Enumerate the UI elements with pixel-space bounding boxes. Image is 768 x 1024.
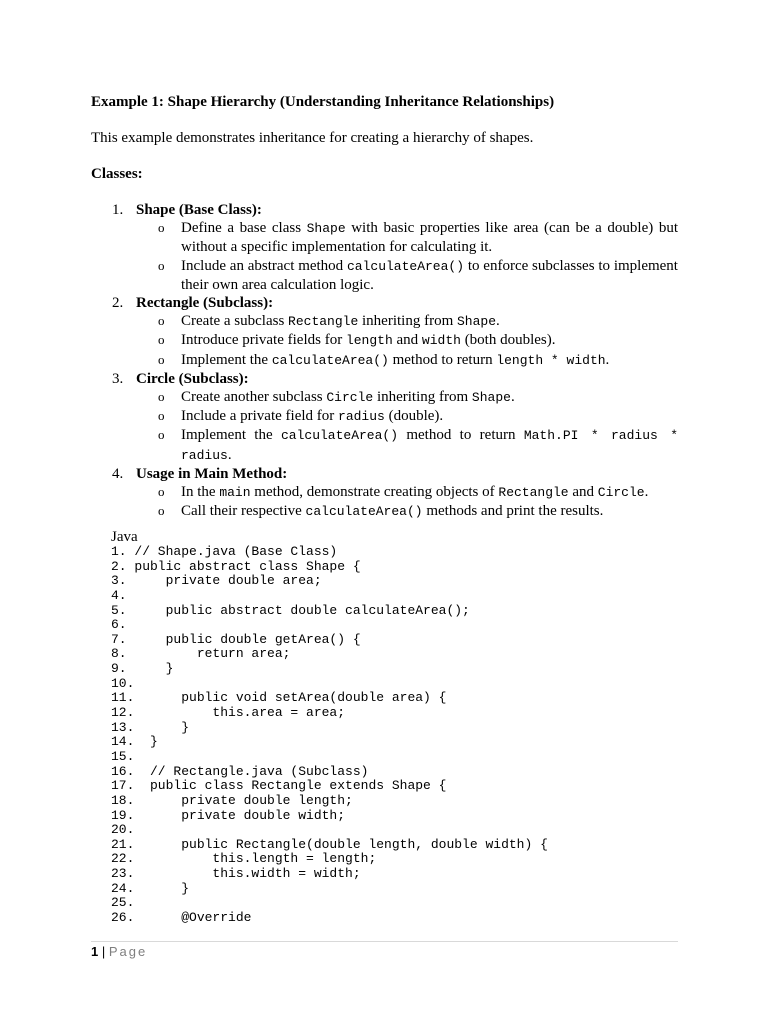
sub-bullet-text: inheriting from xyxy=(358,313,457,330)
bullet-icon: o xyxy=(158,503,165,519)
inline-code: Math.PI * radius * radius xyxy=(181,428,678,463)
sub-bullet-text: Include an abstract method xyxy=(181,257,347,274)
code-line: 15. xyxy=(111,748,135,764)
list-item-number: 2. xyxy=(112,295,124,312)
inline-code: length * width xyxy=(496,352,606,368)
example-heading: Example 1: Shape Hierarchy (Understanding Inheritance Relationships) xyxy=(91,94,555,110)
code-line: 21. public Rectangle(double length, double width) { xyxy=(111,836,548,852)
inline-code: Shape xyxy=(306,221,346,237)
sub-bullet-text: In the xyxy=(181,484,220,501)
list-item-number: 3. xyxy=(112,370,124,387)
page-number: 1 xyxy=(91,944,99,959)
code-line: 6. xyxy=(111,617,127,633)
sub-bullet-text: with basic properties like area (can be a double) but without a specific implementation for calculating it. xyxy=(181,220,678,256)
page-separator: | xyxy=(98,944,109,959)
inline-code: width xyxy=(421,333,461,349)
sub-bullet-item xyxy=(158,312,678,331)
sub-bullet-item xyxy=(158,331,678,350)
sub-bullet-item xyxy=(158,426,678,464)
sub-bullet-text: . xyxy=(605,351,610,368)
sub-bullet-text: . xyxy=(644,484,649,501)
bullet-icon: o xyxy=(158,408,165,424)
sub-bullet-text: method, demonstrate creating objects of xyxy=(250,484,499,501)
code-line: 16. // Rectangle.java (Subclass) xyxy=(111,763,369,779)
code-line: 20. xyxy=(111,822,135,838)
list-item-title: Shape (Base Class): xyxy=(136,202,262,218)
sub-bullet-text: and xyxy=(392,332,422,349)
sub-bullet-item xyxy=(158,257,678,294)
code-line: 18. private double length; xyxy=(111,792,353,808)
sub-bullet-text: and xyxy=(568,484,598,501)
list-item-number: 4. xyxy=(112,465,124,482)
inline-code: Circle xyxy=(326,390,374,406)
code-line: 9. } xyxy=(111,661,174,677)
code-line: 2. public abstract class Shape { xyxy=(111,558,361,574)
code-line: 19. private double width; xyxy=(111,807,346,823)
sub-bullet-item xyxy=(158,407,678,426)
sub-bullet-text: Create a subclass xyxy=(181,313,289,330)
inline-code: Rectangle xyxy=(288,314,359,330)
code-line: 4. xyxy=(111,587,127,603)
inline-code: radius xyxy=(338,409,385,425)
inline-code: Shape xyxy=(471,390,511,406)
list-item-title: Rectangle (Subclass): xyxy=(136,295,274,312)
code-block xyxy=(111,545,548,926)
class-list xyxy=(91,201,678,521)
bullet-icon: o xyxy=(158,351,165,367)
sub-bullet-item xyxy=(158,483,678,502)
sub-bullet-text: method to return xyxy=(388,351,497,368)
page-word: Page xyxy=(108,944,148,959)
sub-bullet-text: (both doubles). xyxy=(460,332,556,349)
sub-bullet-item xyxy=(158,351,678,370)
code-line: 1. // Shape.java (Base Class) xyxy=(111,544,338,559)
sub-bullet-text: . xyxy=(496,313,500,330)
sub-bullet-text: method to return xyxy=(398,427,524,444)
list-item xyxy=(91,201,678,294)
page-footer xyxy=(91,944,147,960)
sub-bullet-text: Create another subclass xyxy=(181,389,327,406)
list-item-title: Circle (Subclass): xyxy=(136,370,249,387)
sub-bullet-item xyxy=(158,219,678,256)
code-line: 7. public double getArea() { xyxy=(111,631,361,647)
sub-bullet-text: (double). xyxy=(384,408,444,425)
code-line: 25. xyxy=(111,895,135,911)
sub-bullet-text: Introduce private fields for xyxy=(181,332,346,349)
sub-bullet-text: Implement the xyxy=(181,351,272,368)
sub-bullet-item xyxy=(158,502,678,521)
code-language-label: Java xyxy=(111,529,138,545)
inline-code: calculateArea() xyxy=(280,428,399,444)
code-line: 13. } xyxy=(111,719,190,735)
code-line: 5. public abstract double calculateArea(); xyxy=(111,602,470,618)
sub-bullet-text: to enforce subclasses to implement their own area calculation logic. xyxy=(181,257,678,293)
bullet-icon: o xyxy=(158,427,165,443)
footer-divider xyxy=(91,941,678,942)
list-item-title: Usage in Main Method: xyxy=(136,465,288,482)
sub-bullet-text: . xyxy=(227,446,232,463)
code-line: 22. this.length = length; xyxy=(111,851,377,867)
bullet-icon: o xyxy=(158,389,165,405)
bullet-icon: o xyxy=(158,220,165,236)
sub-bullet-text: inheriting from xyxy=(373,389,472,406)
bullet-icon: o xyxy=(158,332,165,348)
sub-bullet-text: methods and print the results. xyxy=(422,503,604,520)
inline-code: Rectangle xyxy=(498,485,569,501)
code-line: 12. this.area = area; xyxy=(111,705,346,721)
inline-code: Circle xyxy=(597,485,645,501)
list-item xyxy=(91,370,678,465)
code-line: 24. } xyxy=(111,880,190,896)
code-line: 3. private double area; xyxy=(111,573,322,589)
inline-code: length xyxy=(345,333,393,349)
list-item-number: 1. xyxy=(112,202,124,218)
intro-paragraph: This example demonstrates inheritance for creating a hierarchy of shapes. xyxy=(91,130,534,146)
inline-code: Shape xyxy=(457,314,497,330)
code-line: 23. this.width = width; xyxy=(111,866,361,882)
classes-label: Classes: xyxy=(91,166,143,182)
sub-bullet-text: . xyxy=(510,389,515,406)
code-line: 8. return area; xyxy=(111,646,291,662)
list-item xyxy=(91,465,678,522)
bullet-icon: o xyxy=(158,484,165,500)
code-line: 26. @Override xyxy=(111,910,252,926)
sub-bullet-text: Include a private field for xyxy=(181,408,339,425)
bullet-icon: o xyxy=(158,313,165,329)
code-line: 10. xyxy=(111,675,135,691)
sub-bullet-text: Implement the xyxy=(181,427,281,444)
inline-code: calculateArea() xyxy=(271,352,389,368)
sub-bullet-text: Call their respective xyxy=(181,503,306,520)
inline-code: calculateArea() xyxy=(346,258,465,274)
list-item xyxy=(91,294,678,370)
sub-bullet-text: Define a base class xyxy=(181,220,307,237)
inline-code: calculateArea() xyxy=(305,504,423,520)
sub-bullet-item xyxy=(158,388,678,407)
inline-code: main xyxy=(219,485,251,501)
code-line: 17. public class Rectangle extends Shape { xyxy=(111,778,447,794)
code-line: 11. public void setArea(double area) { xyxy=(111,690,447,706)
bullet-icon: o xyxy=(158,257,165,273)
code-line: 14. } xyxy=(111,734,158,750)
